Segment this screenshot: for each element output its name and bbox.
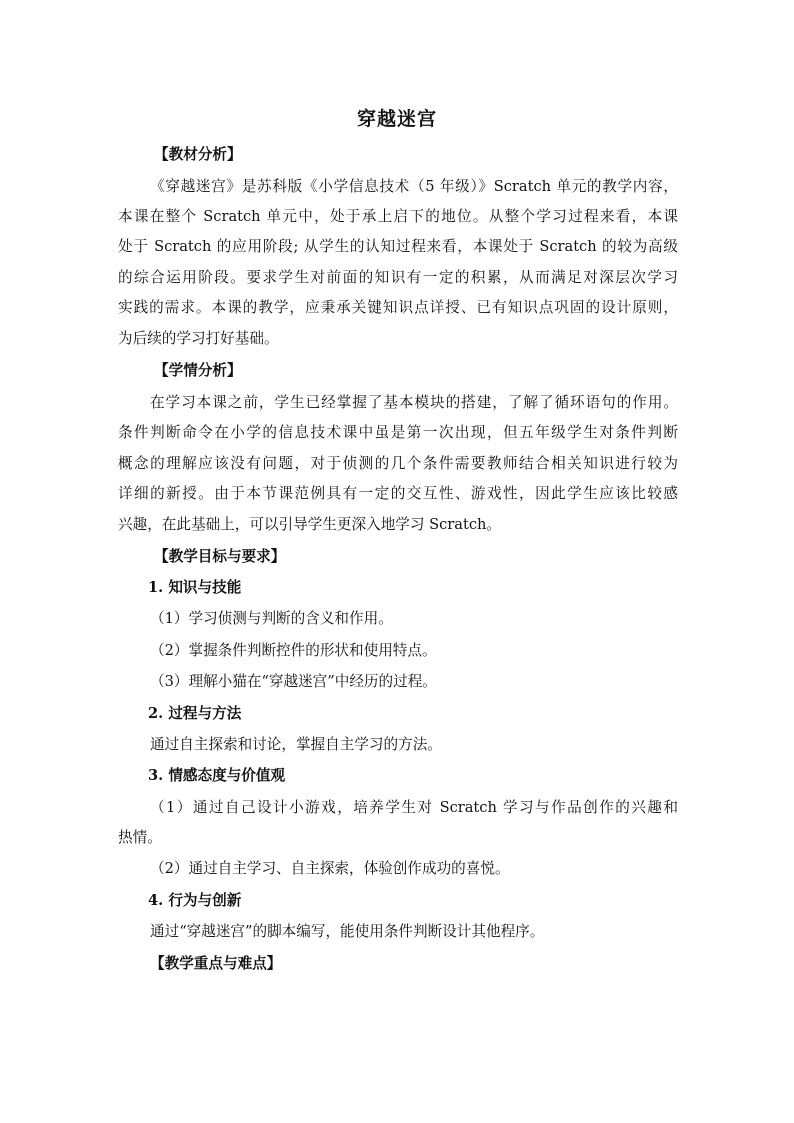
list-item-continuation: 热情。	[118, 829, 162, 846]
paragraph-line: 通过“穿越迷宫”的脚本编写，能使用条件判断设计其他程序。	[150, 923, 545, 940]
paragraph-line: 通过自主探索和讨论，掌握自主学习的方法。	[150, 736, 442, 753]
subheading-emotion-values: 3. 情感态度与价值观	[148, 767, 286, 784]
section-heading-key-points: 【教学重点与难点】	[150, 955, 282, 972]
paragraph-line: 详细的新授。由于本节课范例具有一定的交互性、游戏性，因此学生应该比较感	[118, 485, 678, 502]
subheading-behavior-innovation: 4. 行为与创新	[148, 892, 242, 909]
paragraph-line: 处于 Scratch 的应用阶段; 从学生的认知过程来看，本课处于 Scratch 的较为高级	[118, 238, 678, 255]
paragraph-line: 在学习本课之前，学生已经掌握了基本模块的搭建，了解了循环语句的作用。	[150, 394, 678, 411]
paragraph-line: 兴趣，在此基础上，可以引导学生更深入地学习 Scratch。	[118, 516, 501, 533]
section-heading-student-analysis: 【学情分析】	[154, 362, 242, 379]
section-heading-objectives: 【教学目标与要求】	[154, 548, 286, 565]
subheading-process-methods: 2. 过程与方法	[148, 705, 242, 722]
paragraph-line: 条件判断命令在小学的信息技术课中虽是第一次出现，但五年级学生对条件判断	[118, 424, 678, 441]
list-item: （1）通过自己设计小游戏，培养学生对 Scratch 学习与作品创作的兴趣和	[150, 799, 678, 816]
list-item: （1）学习侦测与判断的含义和作用。	[150, 610, 393, 627]
paragraph-line: 《穿越迷宫》是苏科版《小学信息技术（5 年级）》Scratch 单元的教学内容，	[150, 178, 678, 195]
paragraph-line: 本课在整个 Scratch 单元中，处于承上启下的地位。从整个学习过程来看，本课	[118, 208, 678, 225]
paragraph-line: 为后续的学习打好基础。	[118, 330, 279, 347]
list-item: （3）理解小猫在“穿越迷宫”中经历的过程。	[150, 673, 437, 690]
paragraph-line: 概念的理解应该没有问题，对于侦测的几个条件需要教师结合相关知识进行较为	[118, 455, 678, 472]
paragraph-line: 实践的需求。本课的教学，应秉承关键知识点详授、已有知识点巩固的设计原则，	[118, 299, 678, 316]
paragraph-line: 的综合运用阶段。要求学生对前面的知识有一定的积累，从而满足对深层次学习	[118, 269, 678, 286]
subheading-knowledge-skills: 1. 知识与技能	[148, 579, 242, 596]
list-item: （2）通过自主学习、自主探索，体验创作成功的喜悦。	[150, 860, 510, 877]
section-heading-textbook-analysis: 【教材分析】	[154, 146, 242, 163]
list-item: （2）掌握条件判断控件的形状和使用特点。	[150, 642, 437, 659]
document-title: 穿越迷宫	[356, 108, 437, 130]
